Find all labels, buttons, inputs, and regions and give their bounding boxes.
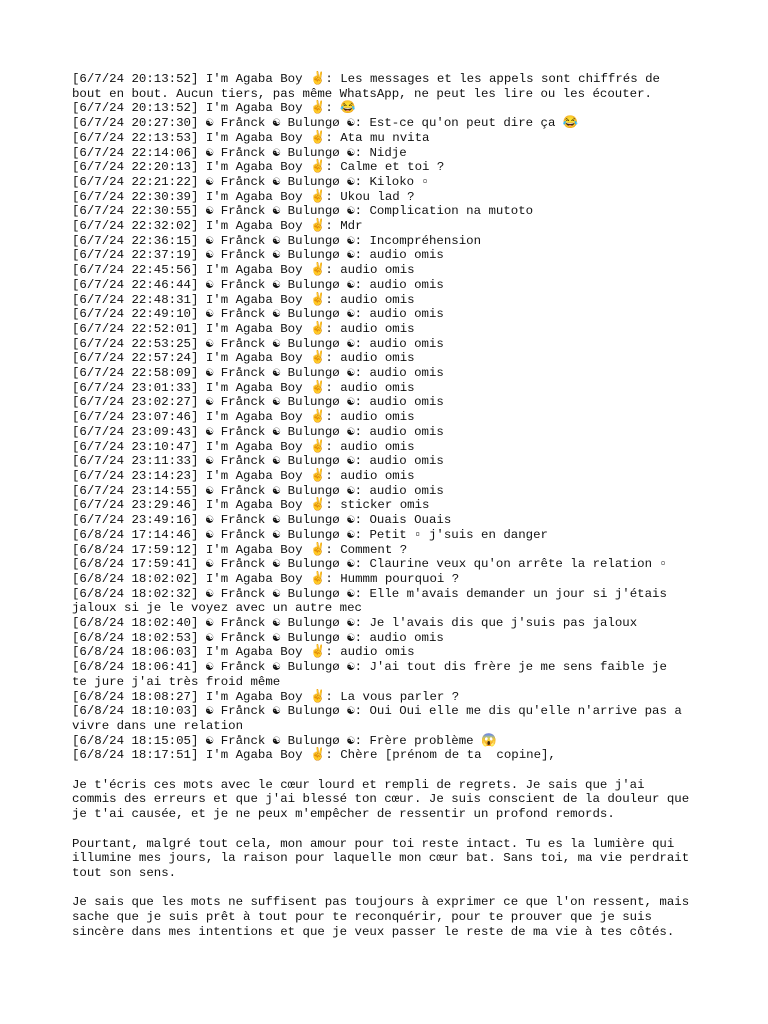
chat-line: [6/7/24 23:10:47] I'm Agaba Boy ✌️: audio omis <box>72 439 415 454</box>
chat-line: [6/7/24 23:49:16] ☯ Frånck ☯ Bulungø ☯: Ouais Ouais <box>72 513 452 528</box>
chat-line: jaloux si je le voyez avec un autre mec <box>72 601 362 616</box>
chat-line: [6/7/24 22:37:19] ☯ Frånck ☯ Bulungø ☯: audio omis <box>72 248 444 263</box>
chat-line: [6/8/24 18:06:41] ☯ Frånck ☯ Bulungø ☯: J'ai tout dis frère je me sens faible je <box>72 660 667 675</box>
chat-line: [6/7/24 22:21:22] ☯ Frånck ☯ Bulungø ☯: Kiloko ▫ <box>72 174 429 189</box>
chat-line: [6/7/24 22:36:15] ☯ Frånck ☯ Bulungø ☯: Incompréhension <box>72 233 482 248</box>
chat-line: [6/7/24 22:20:13] I'm Agaba Boy ✌️: Calme et toi ? <box>72 160 445 175</box>
letter-paragraph: Pourtant, malgré tout cela, mon amour pour toi reste intact. Tu es la lumière qui illumine mes jours, la raison pour laquelle mon cœur bat. Sans toi, ma vie perdrait tout son sens. <box>72 836 690 880</box>
chat-line: [6/7/24 22:46:44] ☯ Frånck ☯ Bulungø ☯: audio omis <box>72 277 444 292</box>
chat-line: [6/7/24 22:45:56] I'm Agaba Boy ✌️: audio omis <box>72 263 415 278</box>
chat-line: [6/7/24 22:48:31] I'm Agaba Boy ✌️: audio omis <box>72 292 415 307</box>
chat-line: [6/8/24 18:02:02] I'm Agaba Boy ✌️: Hummm pourquoi ? <box>72 571 460 586</box>
chat-line: [6/8/24 18:17:51] I'm Agaba Boy ✌️: Chère [prénom de ta copine], <box>72 748 556 763</box>
chat-line: [6/7/24 22:32:02] I'm Agaba Boy ✌️: Mdr <box>72 219 363 234</box>
chat-line: [6/7/24 22:52:01] I'm Agaba Boy ✌️: audio omis <box>72 321 415 336</box>
chat-line: [6/7/24 22:58:09] ☯ Frånck ☯ Bulungø ☯: audio omis <box>72 366 444 381</box>
chat-line: [6/7/24 23:29:46] I'm Agaba Boy ✌️: sticker omis <box>72 498 430 513</box>
chat-line: [6/7/24 20:27:30] ☯ Frånck ☯ Bulungø ☯: Est-ce qu'on peut dire ça 😂 <box>72 116 579 131</box>
chat-line: vivre dans une relation <box>72 718 244 733</box>
chat-log <box>72 72 702 763</box>
chat-line: [6/8/24 18:06:03] I'm Agaba Boy ✌️: audio omis <box>72 645 415 660</box>
chat-line: [6/8/24 18:08:27] I'm Agaba Boy ✌️: La vous parler ? <box>72 689 460 704</box>
chat-line: [6/7/24 20:13:52] I'm Agaba Boy ✌️: Les messages et les appels sont chiffrés de <box>72 72 660 86</box>
chat-line: [6/8/24 18:02:40] ☯ Frånck ☯ Bulungø ☯: Je l'avais dis que j'suis pas jaloux <box>72 616 638 631</box>
chat-line: [6/7/24 22:30:55] ☯ Frånck ☯ Bulungø ☯: Complication na mutoto <box>72 204 534 219</box>
chat-line: [6/8/24 18:02:32] ☯ Frånck ☯ Bulungø ☯: Elle m'avais demander un jour si j'étais <box>72 586 667 601</box>
chat-line: te jure j'ai très froid même <box>72 674 281 689</box>
chat-line: [6/7/24 23:14:55] ☯ Frånck ☯ Bulungø ☯: audio omis <box>72 483 444 498</box>
chat-line: [6/8/24 17:59:41] ☯ Frånck ☯ Bulungø ☯: Claurine veux qu'on arrête la relation ▫ <box>72 557 667 572</box>
chat-line: [6/7/24 23:07:46] I'm Agaba Boy ✌️: audio omis <box>72 410 415 425</box>
chat-line: [6/7/24 22:13:53] I'm Agaba Boy ✌️: Ata mu nvita <box>72 130 430 145</box>
chat-line: [6/7/24 23:09:43] ☯ Frånck ☯ Bulungø ☯: audio omis <box>72 424 444 439</box>
chat-line: [6/8/24 18:10:03] ☯ Frånck ☯ Bulungø ☯: Oui Oui elle me dis qu'elle n'arrive pas a <box>72 704 682 719</box>
chat-line: [6/8/24 18:15:05] ☯ Frånck ☯ Bulungø ☯: Frère problème 😱 <box>72 733 497 748</box>
chat-line: [6/7/24 22:53:25] ☯ Frånck ☯ Bulungø ☯: audio omis <box>72 336 444 351</box>
letter-paragraph: Je sais que les mots ne suffisent pas toujours à exprimer ce que l'on ressent, mais sache que je suis prêt à tout pour te reconquérir, pour te prouver que je suis sincère dans mes intentions et que je veux passer le reste de ma vie à tes côtés. <box>72 895 690 939</box>
chat-line: [6/7/24 20:13:52] I'm Agaba Boy ✌️: 😂 <box>72 101 356 116</box>
chat-line: [6/8/24 17:59:12] I'm Agaba Boy ✌️: Comment ? <box>72 542 408 557</box>
chat-line: [6/8/24 18:02:53] ☯ Frånck ☯ Bulungø ☯: audio omis <box>72 630 444 645</box>
chat-line: bout en bout. Aucun tiers, pas même WhatsApp, ne peut les lire ou les écouter. <box>72 86 652 101</box>
document-page <box>72 72 702 939</box>
chat-line: [6/7/24 23:01:33] I'm Agaba Boy ✌️: audio omis <box>72 380 415 395</box>
chat-line: [6/7/24 23:14:23] I'm Agaba Boy ✌️: audio omis <box>72 468 415 483</box>
chat-line: [6/7/24 23:11:33] ☯ Frånck ☯ Bulungø ☯: audio omis <box>72 454 444 469</box>
chat-line: [6/7/24 23:02:27] ☯ Frånck ☯ Bulungø ☯: audio omis <box>72 395 444 410</box>
chat-line: [6/7/24 22:30:39] I'm Agaba Boy ✌️: Ukou lad ? <box>72 189 415 204</box>
chat-line: [6/7/24 22:14:06] ☯ Frånck ☯ Bulungø ☯: Nidje <box>72 145 407 160</box>
chat-line: [6/8/24 17:14:46] ☯ Frånck ☯ Bulungø ☯: Petit ▫ j'suis en danger <box>72 527 548 542</box>
chat-line: [6/7/24 22:49:10] ☯ Frånck ☯ Bulungø ☯: audio omis <box>72 307 444 322</box>
letter-paragraph: Je t'écris ces mots avec le cœur lourd et rempli de regrets. Je sais que j'ai commis des erreurs et que j'ai blessé ton cœur. Je suis conscient de la douleur que je t'ai causée, et je ne peux m'empêcher de ressentir un profond remords. <box>72 777 690 822</box>
chat-line: [6/7/24 22:57:24] I'm Agaba Boy ✌️: audio omis <box>72 351 415 366</box>
